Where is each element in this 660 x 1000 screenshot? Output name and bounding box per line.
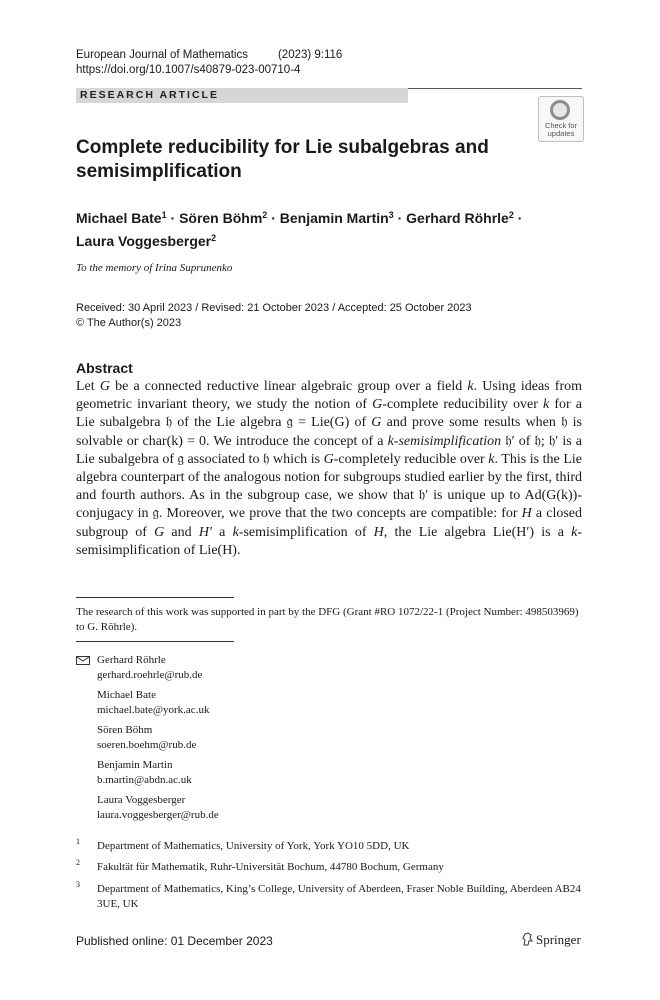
journal-volume: (2023) 9:116: [277, 49, 343, 61]
badge-line2: updates: [547, 129, 575, 138]
author-affiliation-mark: 3: [388, 210, 394, 220]
contact-list: [97, 653, 219, 828]
author-name[interactable]: Sören Böhm: [179, 210, 263, 226]
author-affiliation-mark: 1: [161, 210, 167, 220]
author-separator: ·: [397, 210, 403, 226]
contact-email[interactable]: michael.bate@york.ac.uk: [97, 703, 210, 716]
author-name[interactable]: Gerhard Röhrle: [406, 210, 509, 226]
contact-email[interactable]: soeren.boehm@rub.de: [97, 738, 197, 751]
author-affiliation-mark: 2: [211, 233, 217, 243]
doi-link[interactable]: https://doi.org/10.1007/s40879-023-00710-4: [76, 64, 301, 76]
article-type-label: RESEARCH ARTICLE: [80, 89, 219, 101]
published-date: Published online: 01 December 2023: [76, 934, 273, 948]
affiliation-text: Department of Mathematics, University of York, York YO10 5DD, UK: [97, 840, 410, 852]
paper-title: [76, 136, 546, 184]
abstract-text: Let G be a connected reductive linear algebraic group over a field k. Using ideas from geometric invariant theory, we study the notion of G-complete reducibility over k for a Lie subalgebra 𝔥 of the Lie algebra 𝔤 = Lie(G) of G and prove some results when 𝔥 is solvable or char(k) = 0. We introduce the concept of a k-semisimplification 𝔥′ of 𝔥; 𝔥′ is a Lie subalgebra of 𝔤 associated to 𝔥 which is G-completely reducible over k. This is the Lie algebra counterpart of the analogous notion for subgroups studied earlier by the first, third and fourth authors. As in the subgroup case, we show that 𝔥′ is unique up to Ad(G(k))-conjugacy in 𝔤. Moreover, we prove that the two concepts are compatible: for H a closed subgroup of G and H′ a k-semisimplification of H, the Lie algebra Lie(H′) is a k-semisimplification of Lie(H).: [76, 379, 583, 558]
affiliation-number: 2: [76, 858, 80, 867]
author-separator: ·: [271, 210, 276, 226]
author-separator: ·: [517, 210, 523, 226]
author-name[interactable]: Benjamin Martin: [279, 210, 389, 226]
contact-name: Benjamin Martin: [97, 759, 173, 771]
abstract-heading: Abstract: [76, 360, 133, 376]
dedication: To the memory of Irina Suprunenko: [76, 262, 233, 274]
author-name[interactable]: Michael Bate: [76, 210, 162, 226]
affiliation-text: Department of Mathematics, King’s College, University of Aberdeen, Fraser Noble Building, Aberdeen AB24 3UE, UK: [97, 883, 581, 910]
article-history: Received: 30 April 2023 / Revised: 21 October 2023 / Accepted: 25 October 2023: [76, 302, 472, 314]
author-affiliation-mark: 2: [508, 210, 514, 220]
affiliation-number: 3: [76, 880, 80, 889]
author-name[interactable]: Laura Voggesberger: [76, 233, 212, 249]
badge-line1: Check for: [544, 121, 578, 130]
affiliation-text: Fakultät für Mathematik, Ruhr-Universität Bochum, 44780 Bochum, Germany: [97, 861, 444, 873]
header-rule: [408, 88, 582, 89]
footnote-rule: [76, 597, 234, 598]
contact-name: Sören Böhm: [97, 724, 153, 736]
contact-name: Michael Bate: [97, 689, 156, 701]
publisher-name: Springer: [536, 932, 581, 947]
springer-horse-icon: [522, 932, 533, 946]
envelope-icon: [76, 656, 90, 665]
author-separator: ·: [170, 210, 176, 226]
contact-entry: [97, 653, 219, 682]
crossmark-icon: [550, 100, 570, 120]
copyright-notice: © The Author(s) 2023: [76, 317, 182, 329]
contact-email[interactable]: laura.voggesberger@rub.de: [97, 808, 219, 821]
contact-entry: [97, 688, 219, 717]
publisher-logo: [522, 932, 581, 948]
affiliation-number: 1: [76, 837, 80, 846]
title-line-1: Complete reducibility for Lie subalgebras and: [76, 137, 489, 158]
contact-entry: [97, 793, 219, 822]
author-affiliation-mark: 2: [262, 210, 268, 220]
journal-header: [76, 49, 342, 61]
author-list: [76, 205, 576, 251]
funding-note: The research of this work was supported in part by the DFG (Grant #RO 1072/22-1 (Project Number: 498503969) to G. Röhrle).: [76, 606, 579, 633]
contact-name: Laura Voggesberger: [97, 794, 186, 806]
contact-name: Gerhard Röhrle: [97, 654, 166, 666]
journal-name: European Journal of Mathematics: [76, 49, 248, 61]
contact-email[interactable]: b.martin@abdn.ac.uk: [97, 773, 192, 786]
contact-email[interactable]: gerhard.roehrle@rub.de: [97, 668, 203, 681]
contact-entry: [97, 758, 219, 787]
title-line-2: semisimplification: [76, 161, 242, 182]
contacts-rule: [76, 641, 234, 642]
contact-entry: [97, 723, 219, 752]
